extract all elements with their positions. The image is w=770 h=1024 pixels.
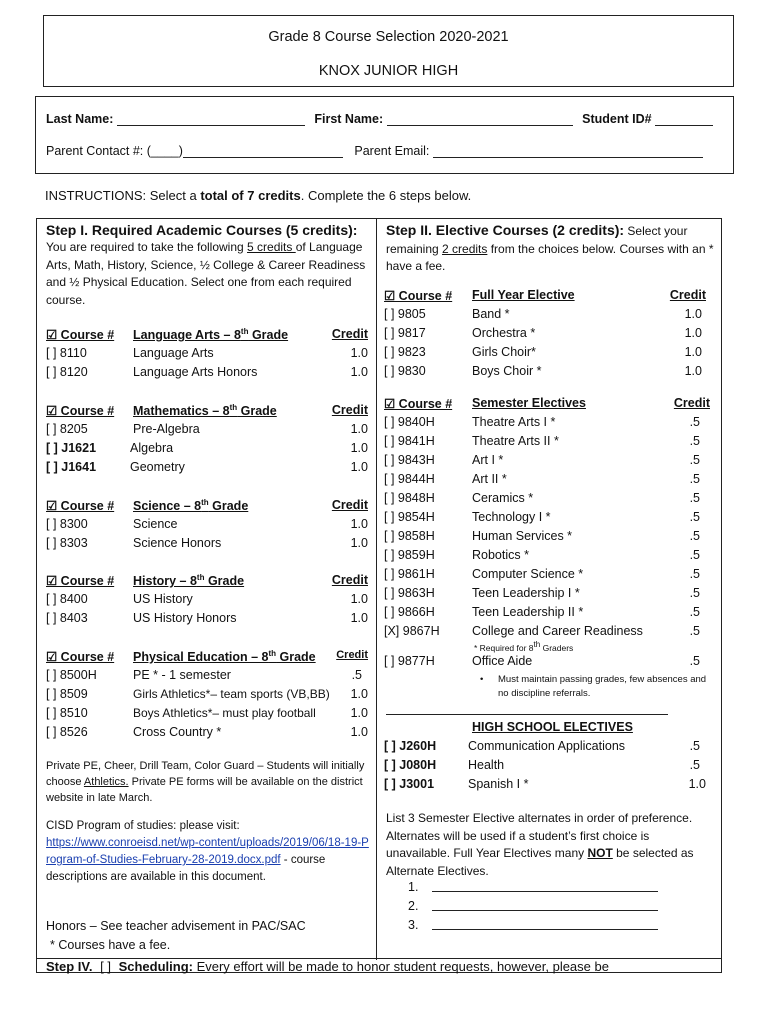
- course-name: Science: [133, 517, 178, 531]
- course-row[interactable]: [46, 706, 372, 725]
- course-row[interactable]: [46, 592, 372, 611]
- step4-label: Step IV.: [46, 959, 93, 974]
- instructions-bold: total of 7 credits: [200, 188, 301, 203]
- column-divider: [376, 218, 377, 960]
- course-row[interactable]: [384, 758, 714, 777]
- office-aide-note: [480, 673, 710, 701]
- alt-number: 3.: [408, 918, 419, 932]
- course-row[interactable]: [384, 586, 714, 605]
- cisd-text2: - course descriptions are available in this document.: [46, 854, 326, 883]
- course-name: Teen Leadership I *: [472, 586, 580, 600]
- course-code[interactable]: [ ] 9859H: [384, 548, 435, 562]
- school-name: KNOX JUNIOR HIGH: [318, 63, 459, 79]
- step4-checkbox[interactable]: [ ]: [100, 959, 111, 974]
- course-name: Pre-Algebra: [133, 422, 200, 436]
- instructions: [45, 188, 471, 203]
- alternates-not: NOT: [587, 846, 613, 860]
- course-code[interactable]: [ ] 9844H: [384, 472, 435, 486]
- course-credit: .5: [351, 668, 362, 682]
- student-id-label: Student ID#: [582, 112, 652, 126]
- course-name: Language Arts Honors: [133, 365, 258, 379]
- course-code[interactable]: [ ] 9841H: [384, 434, 435, 448]
- alternates-list: [408, 880, 668, 937]
- step4-title: Scheduling:: [118, 959, 193, 974]
- course-row[interactable]: [384, 364, 710, 383]
- course-name: US History Honors: [133, 611, 237, 625]
- course-row[interactable]: [46, 611, 372, 630]
- course-credit: 1.0: [684, 364, 702, 378]
- course-credit: .5: [689, 758, 700, 772]
- course-credit: .5: [689, 586, 700, 600]
- semester-table: [384, 396, 714, 643]
- course-credit: .5: [689, 472, 700, 486]
- instructions-suffix: . Complete the 6 steps below.: [300, 188, 472, 203]
- step1-desc-text: You are required to take the following: [46, 240, 248, 254]
- course-name: Art II *: [472, 472, 507, 486]
- course-code[interactable]: [ ] 9861H: [384, 567, 435, 581]
- course-credit: 1.0: [350, 536, 368, 550]
- science-table: [46, 498, 372, 555]
- history-table: [46, 573, 372, 630]
- course-name: Computer Science *: [472, 567, 584, 581]
- course-code[interactable]: [ ] 9848H: [384, 491, 435, 505]
- course-row[interactable]: [384, 548, 714, 567]
- step1-title: Step I. Required Academic Courses (5 credits):: [46, 222, 358, 238]
- course-row[interactable]: [384, 307, 710, 326]
- sem-course-header: ☑ Course #: [384, 397, 453, 411]
- course-credit: 1.0: [684, 326, 702, 340]
- course-row[interactable]: [384, 472, 714, 491]
- course-code[interactable]: [ ] 8403: [46, 611, 88, 625]
- course-code[interactable]: [ ] J1621: [46, 441, 97, 455]
- course-row[interactable]: [46, 365, 372, 384]
- course-code[interactable]: [X] 9867H: [384, 624, 440, 638]
- course-credit: .5: [689, 739, 700, 753]
- course-name: Communication Applications: [468, 739, 626, 753]
- pe-table: [46, 649, 372, 744]
- course-code[interactable]: [ ] 9840H: [384, 415, 435, 429]
- la-title: Language Arts – 8th Grade: [133, 327, 289, 343]
- course-name: Spanish I *: [468, 777, 529, 791]
- course-code[interactable]: [ ] 9877H: [384, 654, 435, 668]
- course-credit: 1.0: [350, 422, 368, 436]
- course-name: Cross Country *: [133, 725, 222, 739]
- required-note: * Required for 8th Graders: [474, 640, 574, 653]
- course-row[interactable]: [384, 453, 714, 472]
- sci-credit-header: Credit: [331, 498, 368, 512]
- course-code[interactable]: [ ] J1641: [46, 460, 97, 474]
- step2-desc-text2: from the choices below. Courses with an * have a fee.: [386, 241, 714, 273]
- math-title: Mathematics – 8th Grade: [133, 403, 277, 419]
- course-credit: 1.0: [684, 307, 702, 321]
- course-row[interactable]: [384, 654, 714, 673]
- sci-title: Science – 8th Grade: [133, 498, 249, 514]
- course-code[interactable]: [ ] 8526: [46, 725, 88, 739]
- alternates-note: [386, 810, 716, 880]
- la-course-header: ☑ Course #: [46, 328, 115, 342]
- course-row[interactable]: [384, 326, 710, 345]
- course-name: Teen Leadership II *: [472, 605, 584, 619]
- course-name: Algebra: [130, 441, 174, 455]
- pe-note: [46, 758, 372, 806]
- course-name: Girls Choir*: [472, 345, 536, 359]
- course-name: Orchestra *: [472, 326, 536, 340]
- course-credit: 1.0: [350, 687, 368, 701]
- pe-note-athletics: Athletics.: [83, 776, 129, 788]
- course-credit: 1.0: [350, 706, 368, 720]
- course-credit: 1.0: [350, 441, 368, 455]
- course-credit: .5: [689, 415, 700, 429]
- course-code[interactable]: [ ] 9843H: [384, 453, 435, 467]
- course-name: Theatre Arts II *: [472, 434, 559, 448]
- course-code[interactable]: [ ] 8120: [46, 365, 88, 379]
- alternate-field-1[interactable]: [432, 880, 658, 892]
- course-credit: 1.0: [684, 345, 702, 359]
- hist-course-header: ☑ Course #: [46, 574, 115, 588]
- course-code[interactable]: [ ] 8300: [46, 517, 88, 531]
- la-table: [46, 327, 372, 384]
- course-code[interactable]: [ ] J3001: [384, 777, 435, 791]
- course-credit: .5: [689, 491, 700, 505]
- course-code[interactable]: [ ] 9823: [384, 345, 426, 359]
- course-row[interactable]: [46, 346, 372, 365]
- hist-title: History – 8th Grade: [133, 573, 245, 589]
- page-title: Grade 8 Course Selection 2020-2021: [268, 29, 509, 45]
- course-name: Office Aide: [472, 654, 533, 668]
- course-row[interactable]: [46, 668, 372, 687]
- step2-desc-credits: 2 credits: [442, 241, 488, 256]
- fy-title: Full Year Elective: [472, 288, 575, 302]
- last-name-label: Last Name:: [46, 112, 114, 126]
- course-credit: .5: [689, 567, 700, 581]
- cisd-link[interactable]: https://www.conroeisd.net/wp-content/uploads/2019/06/18-19-Program-of-Studies-February-28-2019.docx.pdf: [46, 837, 369, 866]
- course-code[interactable]: [ ] 8500H: [46, 668, 97, 682]
- course-row[interactable]: [46, 687, 372, 706]
- alt-number: 2.: [408, 899, 419, 913]
- course-row[interactable]: [384, 567, 714, 586]
- first-name-label: First Name:: [314, 112, 384, 126]
- fee-note: * Courses have a fee.: [50, 938, 171, 952]
- course-name: Band *: [472, 307, 510, 321]
- cisd-note: [46, 818, 372, 886]
- course-name: Girls Athletics*– team sports (VB,BB): [133, 687, 330, 701]
- sem-title: Semester Electives: [472, 396, 586, 410]
- parent-contact-field[interactable]: [183, 146, 343, 158]
- course-credit: 1.0: [350, 365, 368, 379]
- parent-email-field[interactable]: [433, 146, 703, 158]
- course-code[interactable]: [ ] 8509: [46, 687, 88, 701]
- course-credit: 1.0: [350, 517, 368, 531]
- fy-course-header: ☑ Course #: [384, 289, 453, 303]
- honors-note: Honors – See teacher advisement in PAC/SAC: [46, 919, 306, 933]
- course-name: Ceramics *: [472, 491, 534, 505]
- cisd-text: CISD Program of studies: please visit:: [46, 820, 240, 832]
- math-table: [46, 403, 372, 479]
- course-name: Human Services *: [472, 529, 573, 543]
- course-credit: .5: [689, 453, 700, 467]
- course-credit: .5: [689, 624, 700, 638]
- full-year-table: [384, 288, 710, 383]
- course-row[interactable]: [384, 605, 714, 624]
- course-code[interactable]: [ ] 9854H: [384, 510, 435, 524]
- alternate-field-3[interactable]: [432, 918, 658, 930]
- course-credit: 1.0: [350, 611, 368, 625]
- course-row[interactable]: [384, 739, 714, 758]
- course-row[interactable]: [46, 536, 372, 555]
- course-row[interactable]: [384, 529, 714, 548]
- pe-credit-header: Credit: [336, 649, 368, 661]
- bullet-icon: •: [480, 674, 484, 685]
- parent-email-label: Parent Email:: [354, 144, 430, 158]
- course-code[interactable]: [ ] 9817: [384, 326, 426, 340]
- course-name: Geometry: [130, 460, 185, 474]
- course-row[interactable]: [46, 517, 372, 536]
- step1-desc-credits: 5 credits: [247, 240, 296, 254]
- course-name: Theatre Arts I *: [472, 415, 556, 429]
- course-row[interactable]: [384, 434, 714, 453]
- course-name: College and Career Readiness: [472, 624, 643, 638]
- alternates-text: List 3 Semester Elective alternates in order of preference. Alternates will be used if a student’s first choice is unavailable. Full Year Electives many: [386, 811, 693, 860]
- sem-credit-header: Credit: [673, 396, 710, 410]
- parent-contact-label: Parent Contact #: (____): [46, 144, 183, 158]
- course-name: Art I *: [472, 453, 504, 467]
- course-row[interactable]: [46, 422, 372, 441]
- course-name: Robotics *: [472, 548, 529, 562]
- course-name: US History: [133, 592, 193, 606]
- math-course-header: ☑ Course #: [46, 404, 115, 418]
- course-code[interactable]: [ ] 9805: [384, 307, 426, 321]
- course-code[interactable]: [ ] 8205: [46, 422, 88, 436]
- step2-title: Step II. Elective Courses (2 credits):: [386, 222, 625, 238]
- student-id-field[interactable]: [655, 114, 713, 126]
- course-credit: .5: [689, 605, 700, 619]
- step4-section: [46, 959, 609, 974]
- course-name: Health: [468, 758, 505, 772]
- course-name: Science Honors: [133, 536, 222, 550]
- pe-course-header: ☑ Course #: [46, 650, 115, 664]
- course-code[interactable]: [ ] 8510: [46, 706, 88, 720]
- math-credit-header: Credit: [331, 403, 368, 417]
- course-credit: 1.0: [688, 777, 706, 791]
- course-code[interactable]: [ ] J080H: [384, 758, 437, 772]
- hs-title: HIGH SCHOOL ELECTIVES: [472, 720, 633, 734]
- step1-desc-text2: of Language Arts, Math, History, Science, ½ College & Career Readiness and ½ Physical Education. Select one from each required course.: [46, 240, 366, 307]
- course-credit: 1.0: [350, 592, 368, 606]
- course-credit: .5: [689, 434, 700, 448]
- course-credit: .5: [689, 548, 700, 562]
- alt-number: 1.: [408, 880, 419, 894]
- header-box: [43, 15, 734, 87]
- course-code[interactable]: [ ] 9863H: [384, 586, 435, 600]
- course-row[interactable]: [384, 415, 714, 434]
- sci-course-header: ☑ Course #: [46, 499, 115, 513]
- course-row[interactable]: [46, 441, 372, 460]
- pe-title: Physical Education – 8th Grade: [133, 649, 316, 665]
- course-credit: 1.0: [350, 460, 368, 474]
- alternate-field-2[interactable]: [432, 899, 658, 911]
- course-code[interactable]: [ ] J260H: [384, 739, 437, 753]
- la-credit-header: Credit: [331, 327, 368, 341]
- course-row[interactable]: [384, 777, 714, 796]
- course-row[interactable]: [384, 491, 714, 510]
- course-credit: .5: [689, 529, 700, 543]
- hs-divider: [386, 714, 668, 715]
- first-name-field[interactable]: [387, 114, 573, 126]
- course-name: Technology I *: [472, 510, 551, 524]
- pe-note-text2: Private PE forms will be available on the district website in late March.: [46, 776, 363, 804]
- instructions-text: INSTRUCTIONS: Select a: [45, 188, 201, 203]
- course-code[interactable]: [ ] 8110: [46, 346, 87, 360]
- fy-credit-header: Credit: [669, 288, 706, 302]
- step2-section: [386, 222, 716, 276]
- pe-note-text: Private PE, Cheer, Drill Team, Color Guard – Students will initially choose: [46, 760, 365, 788]
- course-name: Boys Choir *: [472, 364, 542, 378]
- course-row[interactable]: [384, 510, 714, 529]
- alternates-text2: be selected as Alternate Electives.: [386, 846, 694, 878]
- step2-desc-text: Select your remaining: [386, 224, 688, 256]
- course-row[interactable]: [46, 460, 372, 479]
- step1-description: [46, 239, 372, 309]
- course-name: Boys Athletics*– must play football: [133, 706, 316, 720]
- office-aide-row: [384, 654, 714, 673]
- course-row[interactable]: [46, 725, 372, 744]
- course-credit: .5: [689, 654, 700, 668]
- course-name: PE * - 1 semester: [133, 668, 231, 682]
- hist-credit-header: Credit: [331, 573, 368, 587]
- step4-text: Every effort will be made to honor student requests, however, please be: [192, 959, 609, 974]
- course-credit: 1.0: [350, 346, 368, 360]
- course-code[interactable]: [ ] 9830: [384, 364, 426, 378]
- step1-section: [46, 222, 372, 309]
- course-code[interactable]: [ ] 8303: [46, 536, 88, 550]
- course-code[interactable]: [ ] 8400: [46, 592, 88, 606]
- last-name-field[interactable]: [117, 114, 305, 126]
- course-name: Language Arts: [133, 346, 214, 360]
- student-info-box: [35, 96, 734, 174]
- course-credit: 1.0: [350, 725, 368, 739]
- course-code[interactable]: [ ] 9858H: [384, 529, 435, 543]
- course-code[interactable]: [ ] 9866H: [384, 605, 435, 619]
- course-row[interactable]: [384, 345, 710, 364]
- hs-table: [384, 739, 714, 796]
- office-aide-note-text: Must maintain passing grades, few absences and no discipline referrals.: [498, 674, 707, 699]
- course-credit: .5: [689, 510, 700, 524]
